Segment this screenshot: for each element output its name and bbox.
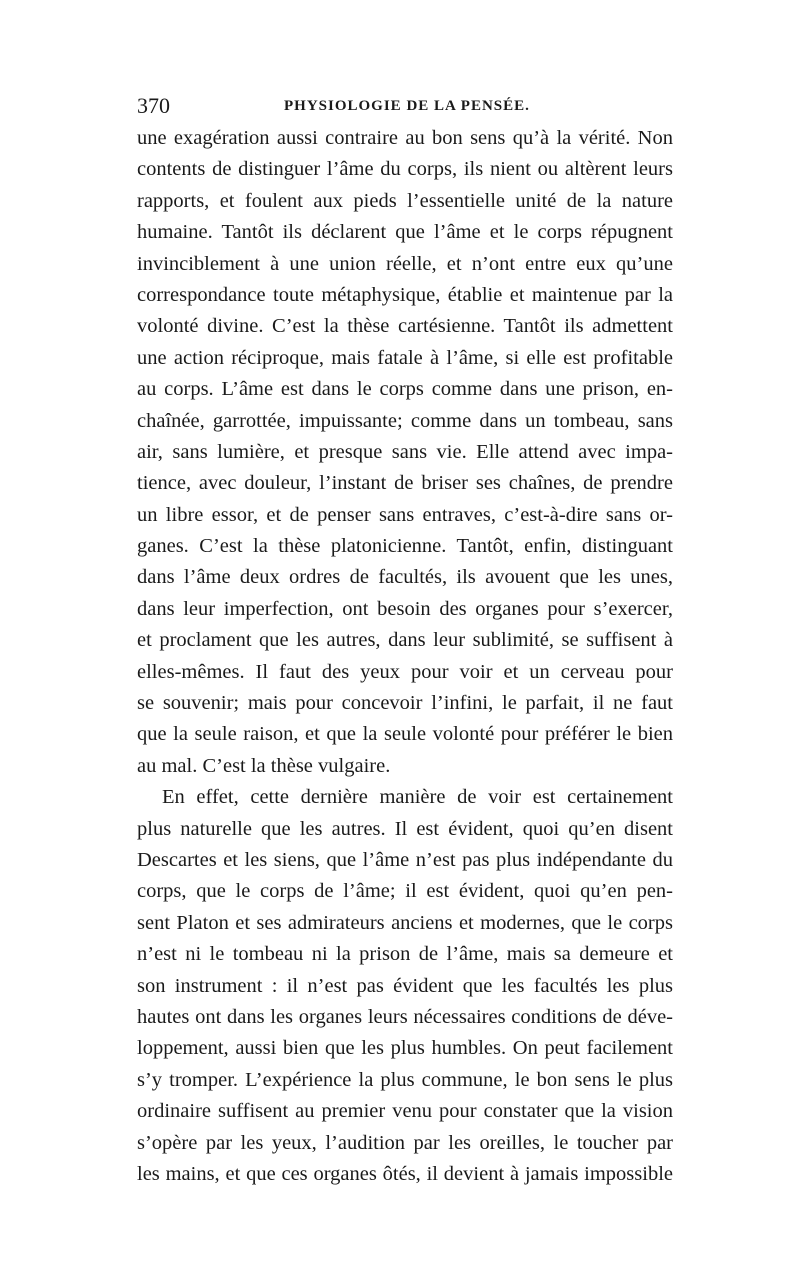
text-line: plus naturelle que les autres. Il est évident, quoi qu’en disent [137, 817, 673, 840]
text-line: air, sans lumière, et presque sans vie. Elle attend avec impa- [137, 440, 673, 463]
text-line: volonté divine. C’est la thèse cartésienne. Tantôt ils admettent [137, 315, 673, 338]
text-line: corps, que le corps de l’âme; il est évident, quoi qu’en pen- [137, 880, 673, 903]
text-line: elles-mêmes. Il faut des yeux pour voir et un cerveau pour [137, 660, 673, 683]
text-line: s’opère par les yeux, l’audition par les oreilles, le toucher par [137, 1131, 673, 1154]
text-line: chaînée, garrottée, impuissante; comme dans un tombeau, sans [137, 409, 673, 432]
text-line: humaine. Tantôt ils déclarent que l’âme et le corps répugnent [137, 221, 673, 244]
body-text [137, 123, 673, 1190]
text-line: dans l’âme deux ordres de facultés, ils avouent que les unes, [137, 566, 673, 589]
text-line: au mal. C’est la thèse vulgaire. [137, 754, 391, 777]
text-line: En effet, cette dernière manière de voir est certainement [162, 786, 673, 809]
text-line: son instrument : il n’est pas évident que les facultés les plus [137, 974, 673, 997]
text-line: une action réciproque, mais fatale à l’âme, si elle est profitable [137, 346, 673, 369]
text-line: sent Platon et ses admirateurs anciens et modernes, que le corps [137, 911, 673, 934]
text-line: s’y tromper. L’expérience la plus commune, le bon sens le plus [137, 1068, 673, 1091]
running-head [137, 93, 673, 119]
text-line: hautes ont dans les organes leurs nécessaires conditions de déve- [137, 1005, 673, 1028]
text-line: ganes. C’est la thèse platonicienne. Tantôt, enfin, distinguant [137, 535, 673, 558]
text-line: les mains, et que ces organes ôtés, il devient à jamais impossible [137, 1162, 673, 1185]
text-line: dans leur imperfection, ont besoin des organes pour s’exercer, [137, 597, 673, 620]
text-line: Descartes et les siens, que l’âme n’est pas plus indépendante du [137, 848, 673, 871]
text-line: au corps. L’âme est dans le corps comme dans une prison, en- [137, 378, 673, 401]
text-line: tience, avec douleur, l’instant de briser ses chaînes, de prendre [137, 472, 673, 495]
text-line: correspondance toute métaphysique, établie et maintenue par la [137, 283, 673, 306]
text-line: et proclament que les autres, dans leur sublimité, se suffisent à [137, 629, 673, 652]
text-line: une exagération aussi contraire au bon sens qu’à la vérité. Non [137, 127, 673, 149]
text-line: loppement, aussi bien que les plus humbles. On peut facilement [137, 1037, 673, 1060]
text-line: rapports, et foulent aux pieds l’essentielle unité de la nature [137, 189, 673, 212]
text-line: un libre essor, et de penser sans entraves, c’est-à-dire sans or- [137, 503, 673, 526]
text-line: ordinaire suffisent au premier venu pour constater que la vision [137, 1100, 673, 1123]
text-line: se souvenir; mais pour concevoir l’infini, le parfait, il ne faut [137, 692, 673, 715]
text-line: contents de distinguer l’âme du corps, ils nient ou altèrent leurs [137, 158, 673, 181]
text-line: que la seule raison, et que la seule volonté pour préférer le bien [137, 723, 673, 746]
text-line: invinciblement à une union réelle, et n’ont entre eux qu’une [137, 252, 673, 275]
text-line: n’est ni le tombeau ni la prison de l’âme, mais sa demeure et [137, 943, 673, 966]
page-number: 370 [137, 93, 170, 118]
running-title: PHYSIOLOGIE DE LA PENSÉE. [284, 98, 530, 114]
